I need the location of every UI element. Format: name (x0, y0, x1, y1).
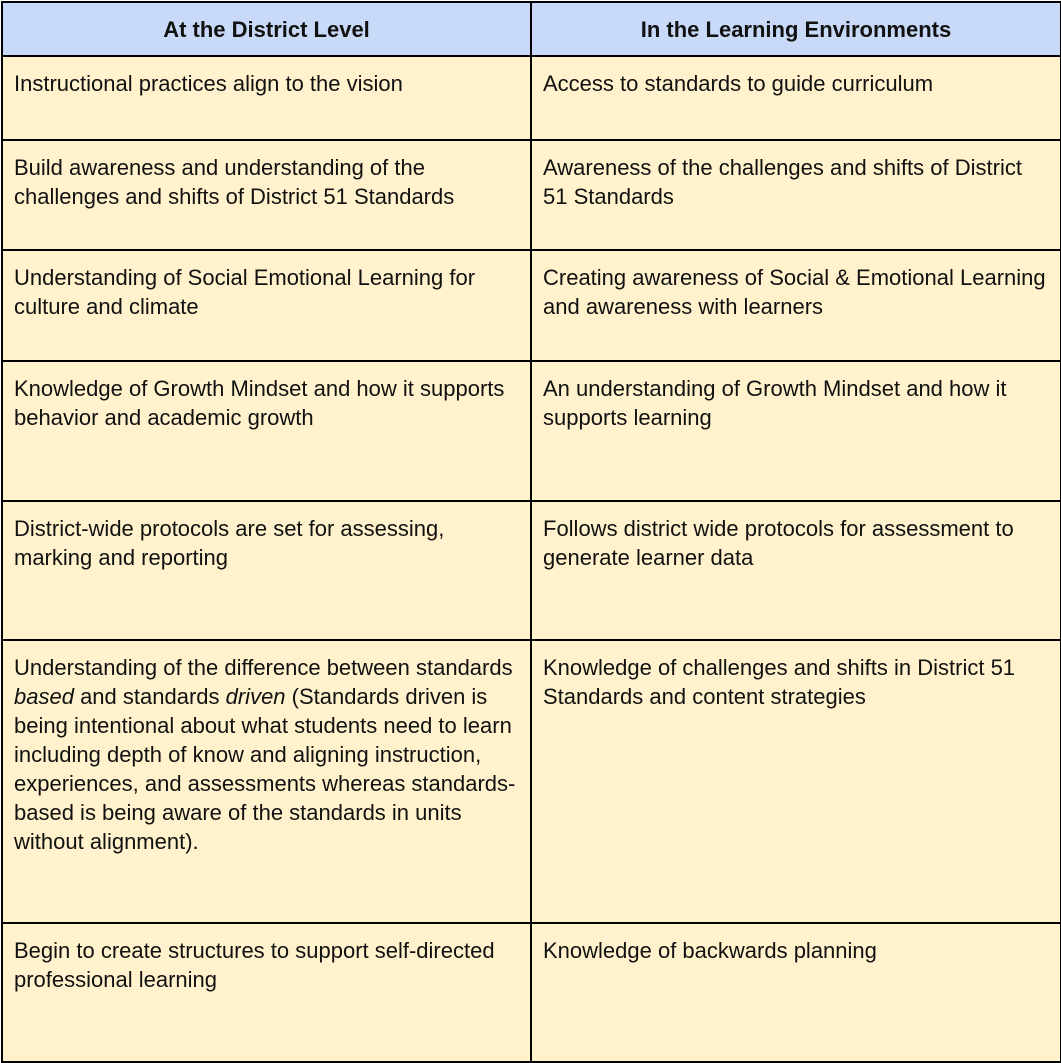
table-row (2, 56, 1061, 140)
learning-cell: An understanding of Growth Mindset and how it supports learning (531, 361, 1061, 501)
district-cell: Knowledge of Growth Mindset and how it supports behavior and academic growth (2, 361, 531, 501)
table-row (2, 501, 1061, 640)
district-text-part: Understanding of the difference between standards (14, 655, 513, 680)
table-row (2, 250, 1061, 361)
table-body (2, 56, 1061, 1062)
learning-cell: Creating awareness of Social & Emotional Learning and awareness with learners (531, 250, 1061, 361)
header-row (2, 2, 1061, 56)
district-cell: District-wide protocols are set for assessing, marking and reporting (2, 501, 531, 640)
district-text-part: and standards (73, 684, 226, 709)
table-row (2, 640, 1061, 923)
district-cell: Understanding of Social Emotional Learning for culture and climate (2, 250, 531, 361)
table-row (2, 923, 1061, 1062)
learning-cell: Follows district wide protocols for assessment to generate learner data (531, 501, 1061, 640)
header-district-level: At the District Level (2, 2, 531, 56)
learning-cell: Knowledge of backwards planning (531, 923, 1061, 1062)
emphasis-driven: driven (225, 684, 286, 709)
table-row (2, 361, 1061, 501)
learning-cell: Awareness of the challenges and shifts of District 51 Standards (531, 140, 1061, 250)
emphasis-based: based (14, 684, 74, 709)
district-cell: Build awareness and understanding of the challenges and shifts of District 51 Standards (2, 140, 531, 250)
standards-table (1, 1, 1061, 1063)
district-cell: Instructional practices align to the vision (2, 56, 531, 140)
district-cell (2, 640, 531, 923)
district-text-part: (Standards driven is being intentional about what students need to learn including depth of know and aligning instruction, experiences, and assessments whereas standards-based is being aware of the standards in units without alignment). (14, 684, 516, 854)
table-header (2, 2, 1061, 56)
table-row (2, 140, 1061, 250)
header-learning-environments: In the Learning Environments (531, 2, 1061, 56)
learning-cell: Knowledge of challenges and shifts in District 51 Standards and content strategies (531, 640, 1061, 923)
learning-cell: Access to standards to guide curriculum (531, 56, 1061, 140)
district-cell: Begin to create structures to support self-directed professional learning (2, 923, 531, 1062)
